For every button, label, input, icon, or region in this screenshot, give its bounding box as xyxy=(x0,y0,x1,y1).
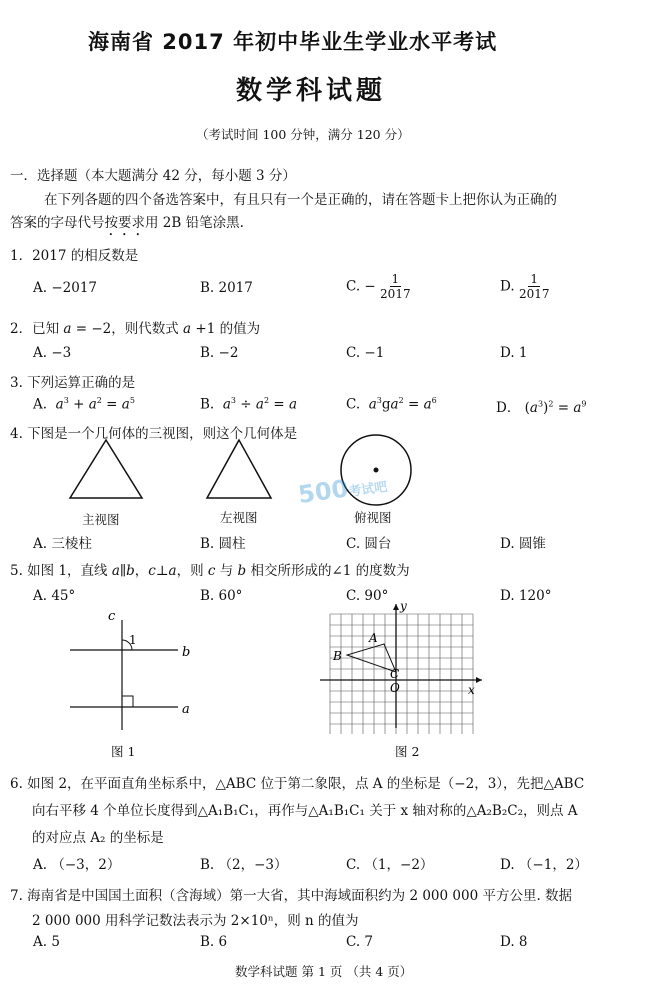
top-view-label: 俯视图 xyxy=(354,510,392,525)
q2-option-c: C. −1 xyxy=(346,345,385,361)
q6-option-d: D. （−1，2） xyxy=(500,857,588,873)
figure-2-caption: 图 2 xyxy=(395,744,420,759)
q4-option-c: C. 圆台 xyxy=(346,536,392,552)
q2-option-a: A. −3 xyxy=(33,345,72,361)
q7-option-d: D. 8 xyxy=(500,934,528,950)
q4-option-d: D. 圆锥 xyxy=(500,536,546,552)
q1-option-a: A. −2017 xyxy=(33,280,97,296)
question-7-line-1: 7. 海南省是中国国土面积（含海域）第一大省，其中海域面积约为 2 000 000 平方公里. 数据 xyxy=(10,888,573,904)
q3-option-a: A. $a^3 + a^2 = a^5$ xyxy=(33,396,135,413)
site-watermark: 500考试吧 xyxy=(296,474,389,510)
fig1-label-angle: 1 xyxy=(129,633,137,647)
emphasis-text: 按要求 xyxy=(104,215,145,231)
q2-option-d: D. 1 xyxy=(500,345,528,361)
question-6-line-3: 的对应点 A₂ 的坐标是 xyxy=(32,830,164,846)
fig2-label-A: A xyxy=(369,631,378,645)
q7-option-b: B. 6 xyxy=(200,934,228,950)
front-view-label: 主视图 xyxy=(82,512,120,527)
fig1-label-c: c xyxy=(108,609,116,624)
figure-1-caption: 图 1 xyxy=(111,744,136,759)
question-6-line-2: 向右平移 4 个单位长度得到△A₁B₁C₁，再作与△A₁B₁C₁ 关于 x 轴对称的△A₂B₂C₂，则点 A xyxy=(32,803,578,819)
fig1-label-a: a xyxy=(182,702,190,717)
q5-option-a: A. 45° xyxy=(33,588,76,604)
q6-option-c: C. （1，−2） xyxy=(346,857,434,873)
q2-option-b: B. −2 xyxy=(200,345,239,361)
fig2-label-origin: O xyxy=(390,681,400,695)
q7-option-a: A. 5 xyxy=(33,934,60,950)
exam-title: 海南省 2017 年初中毕业生学业水平考试 xyxy=(88,30,498,54)
q5-option-b: B. 60° xyxy=(200,588,243,604)
instruction-line-1: 在下列各题的四个备选答案中，有且只有一个是正确的，请在答题卡上把你认为正确的 xyxy=(44,192,557,208)
q5-option-d: D. 120° xyxy=(500,588,552,604)
q4-option-a: A. 三棱柱 xyxy=(33,536,92,552)
q6-option-a: A. （−3，2） xyxy=(33,857,121,873)
q4-option-b: B. 圆柱 xyxy=(200,536,246,552)
question-5-stem: 5. 如图 1，直线 a∥b，c⊥a，则 c 与 b 相交所形成的∠1 的度数为 xyxy=(10,563,410,579)
fig2-label-C: C xyxy=(390,667,400,681)
fig1-label-b: b xyxy=(182,645,191,660)
fig2-label-B: B xyxy=(333,649,342,663)
q3-option-d: D． $(a^3)^2 = a^9$ xyxy=(496,399,587,416)
side-view-triangle xyxy=(204,436,274,502)
q1-option-c: C. − $\frac{1}{2017}$ xyxy=(346,272,411,301)
q3-option-b: B. $a^3 \div a^2 = a$ xyxy=(200,396,297,413)
q6-option-b: B. （2，−3） xyxy=(200,857,288,873)
instruction-line-2: 答案的字母代号按要求用 2B 铅笔涂黑. xyxy=(10,215,244,231)
q5-option-c: C. 90° xyxy=(346,588,389,604)
question-2-stem: 2．已知 a = −2，则代数式 a +1 的值为 xyxy=(10,321,261,337)
fig2-label-x: x xyxy=(468,683,475,697)
question-4-stem: 4. 下图是一个几何体的三视图，则这个几何体是 xyxy=(10,426,298,442)
question-3-stem: 3. 下列运算正确的是 xyxy=(10,375,136,391)
question-6-line-1: 6. 如图 2，在平面直角坐标系中，△ABC 位于第二象限，点 A 的坐标是（−2，3），先把△ABC xyxy=(10,776,585,792)
q1-option-b: B. 2017 xyxy=(200,280,253,296)
fraction: $\frac{1}{2017}$ xyxy=(518,272,550,301)
q1-option-d: D. $\frac{1}{2017}$ xyxy=(500,272,550,301)
figure-2-grid xyxy=(316,598,488,734)
fig2-label-y: y xyxy=(400,599,407,613)
fraction: $\frac{1}{2017}$ xyxy=(380,272,411,301)
question-7-line-2: 2 000 000 用科学记数法表示为 2×10ⁿ，则 n 的值为 xyxy=(32,913,359,929)
subject-title: 数学科试题 xyxy=(236,76,387,106)
q7-option-c: C. 7 xyxy=(346,934,374,950)
front-view-triangle xyxy=(66,436,146,502)
page-footer: 数学科试题 第 1 页 （共 4 页） xyxy=(235,964,413,979)
side-view-label: 左视图 xyxy=(220,510,258,525)
question-1-stem: 1．2017 的相反数是 xyxy=(10,248,139,264)
time-note: （考试时间 100 分钟，满分 120 分） xyxy=(196,127,410,142)
q3-option-c: C. $a^3ga^2 = a^6$ xyxy=(346,396,437,413)
section-heading: 一．选择题（本大题满分 42 分，每小题 3 分） xyxy=(10,168,296,184)
figure-1 xyxy=(60,604,200,734)
